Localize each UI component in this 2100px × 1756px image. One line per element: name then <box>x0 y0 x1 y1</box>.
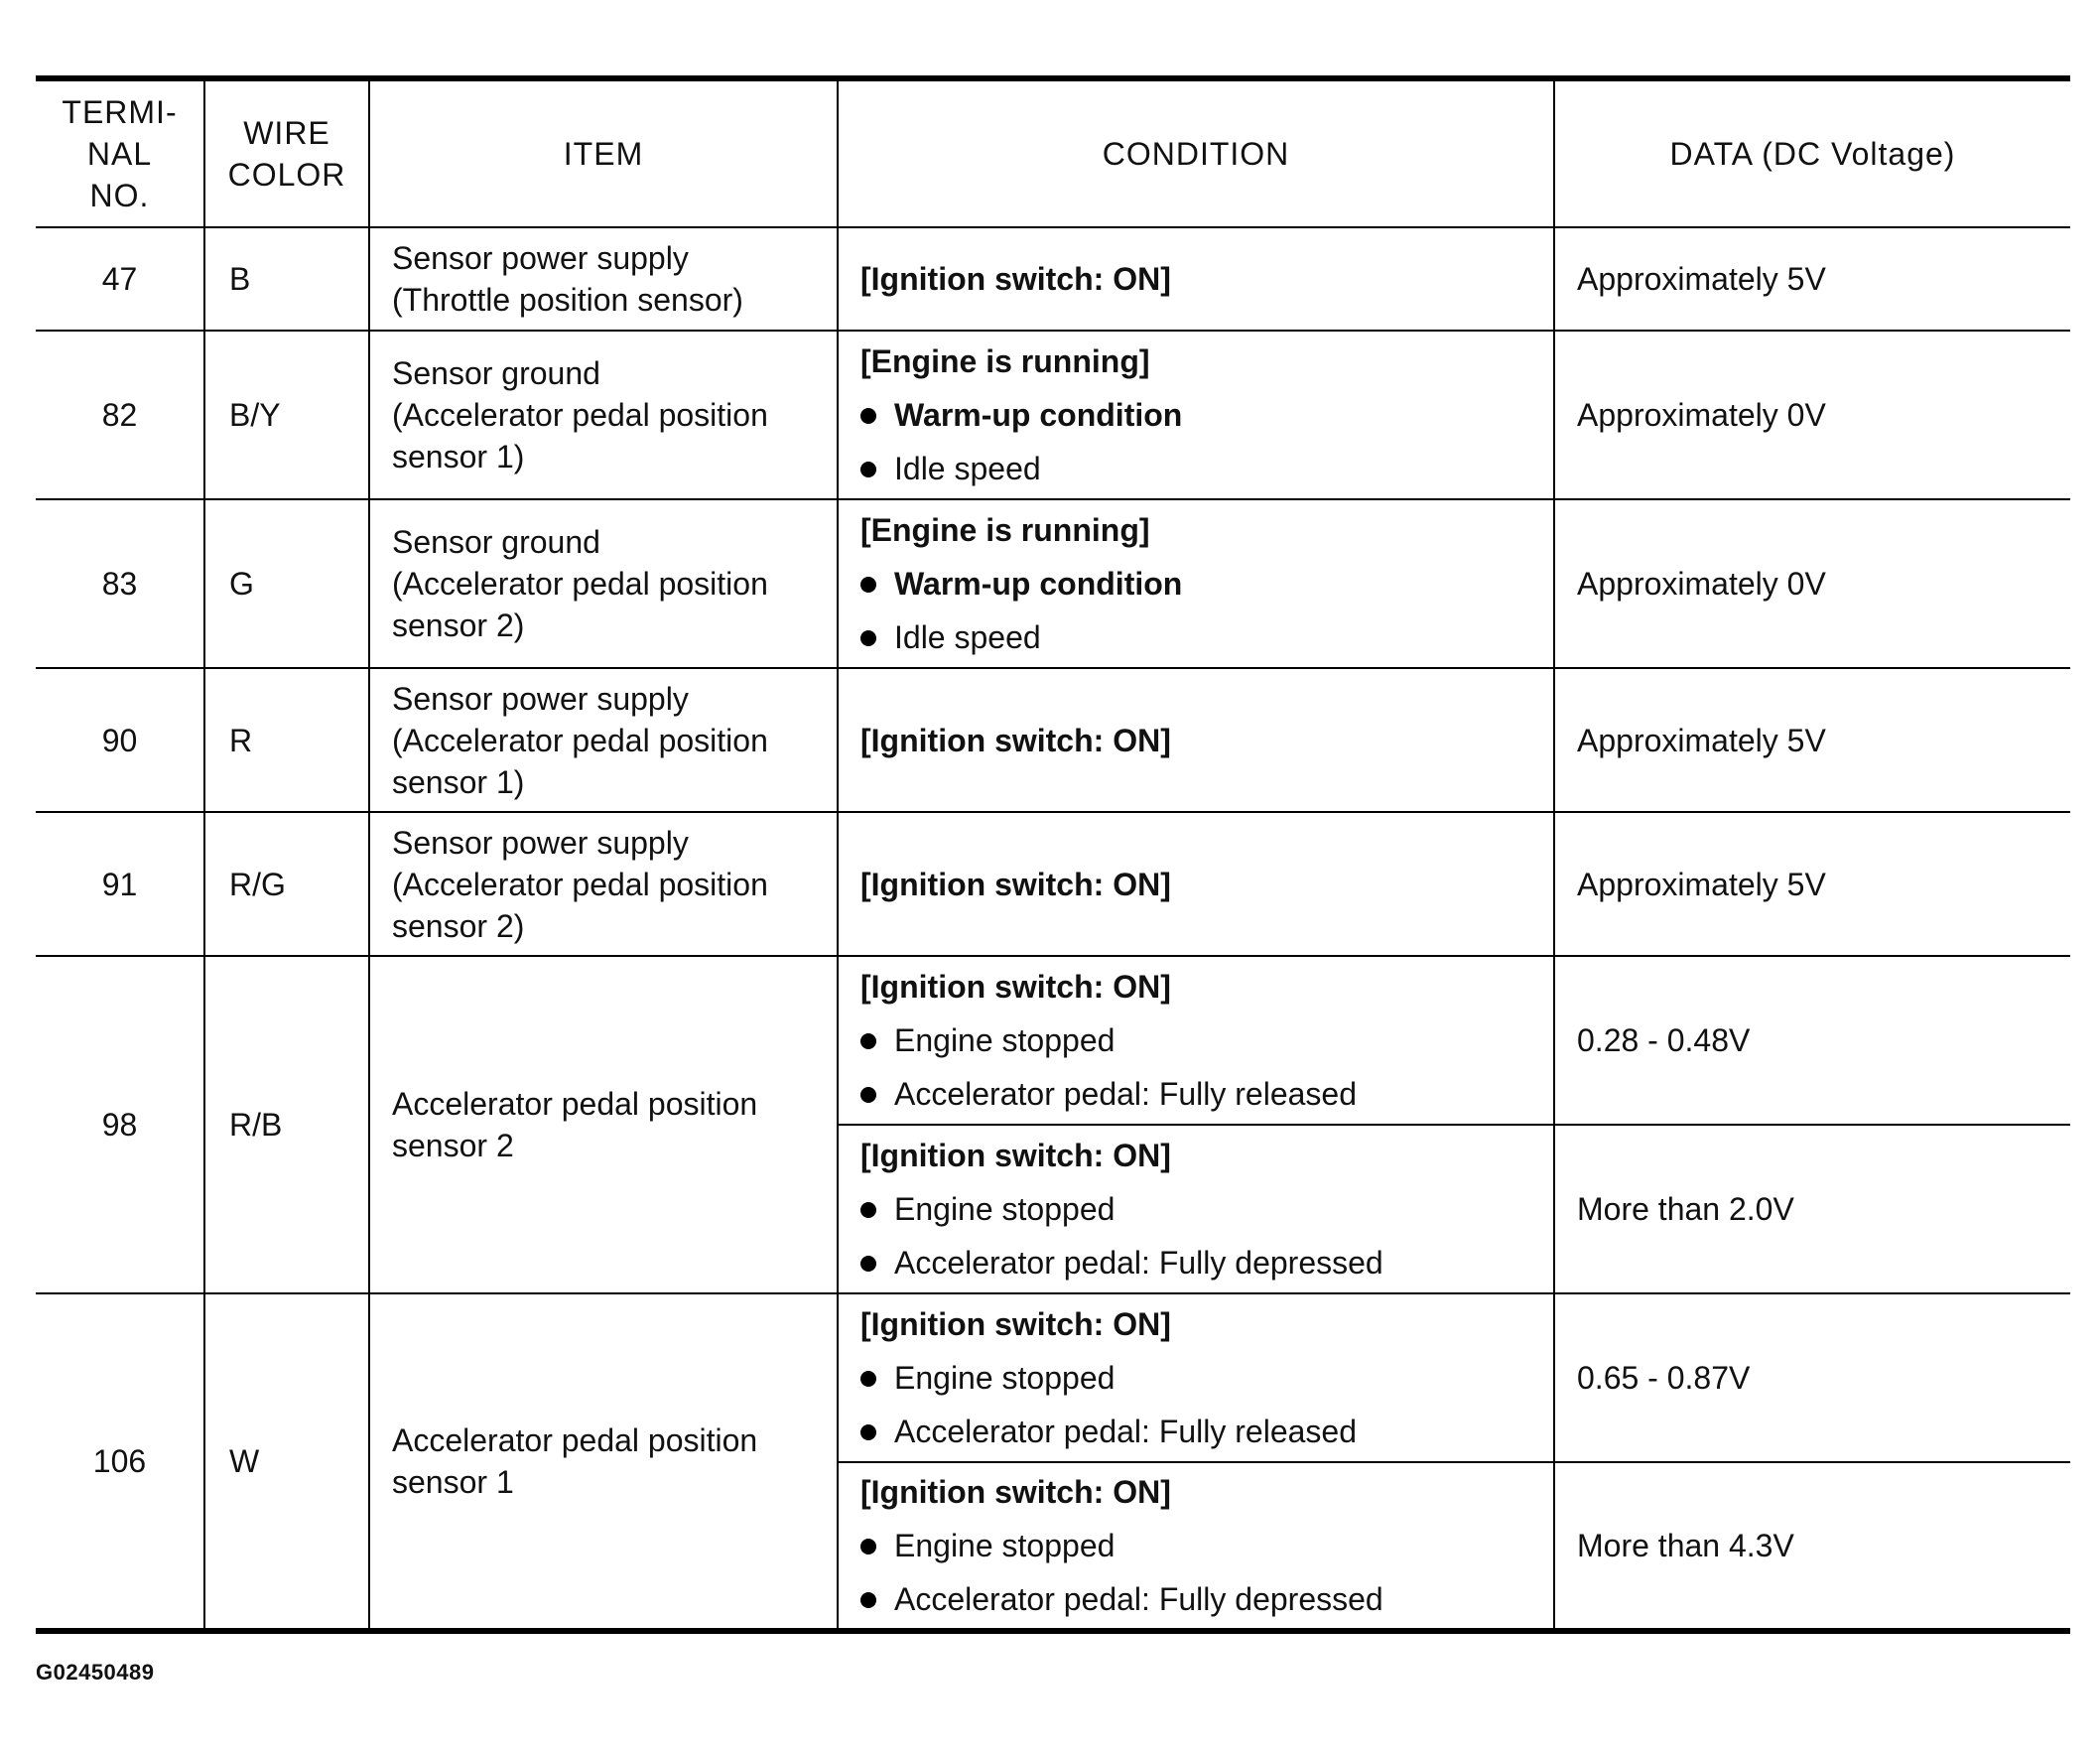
data-cell: 0.28 - 0.48V <box>1554 956 2070 1125</box>
wire-color-cell: R/B <box>204 956 369 1293</box>
condition-heading: [Ignition switch: ON] <box>860 969 1171 1005</box>
wire-color-cell: R/G <box>204 812 369 956</box>
condition-heading: [Ignition switch: ON] <box>860 722 1171 758</box>
table-row <box>36 331 2070 499</box>
data-cell: More than 4.3V <box>1554 1462 2070 1631</box>
terminal-cell: 90 <box>36 668 204 812</box>
item-cell: Accelerator pedal position sensor 2 <box>369 956 838 1293</box>
condition-bullet: Warm-up condition <box>860 388 1553 442</box>
data-cell: Approximately 5V <box>1554 812 2070 956</box>
wire-color-cell: G <box>204 499 369 668</box>
header-item: ITEM <box>369 78 838 227</box>
figure-id: G02450489 <box>36 1660 155 1685</box>
item-cell: Sensor power supply (Accelerator pedal position sensor 2) <box>369 812 838 956</box>
condition-cell <box>838 331 1554 499</box>
condition-bullet: Warm-up condition <box>860 557 1553 610</box>
table-row <box>36 499 2070 668</box>
condition-heading: [Ignition switch: ON] <box>860 1306 1171 1342</box>
condition-cell <box>838 1293 1554 1462</box>
condition-bullet: Engine stopped <box>860 1013 1553 1067</box>
condition-heading: [Engine is running] <box>860 343 1150 379</box>
bullet-icon <box>860 1539 876 1554</box>
condition-bullet: Accelerator pedal: Fully depressed <box>860 1572 1553 1626</box>
condition-heading: [Ignition switch: ON] <box>860 261 1171 297</box>
bullet-icon <box>860 1256 876 1272</box>
bullet-icon <box>860 1592 876 1608</box>
condition-cell <box>838 668 1554 812</box>
item-cell: Sensor ground (Accelerator pedal position sensor 1) <box>369 331 838 499</box>
condition-cell <box>838 812 1554 956</box>
terminal-cell: 91 <box>36 812 204 956</box>
item-cell: Sensor power supply (Accelerator pedal position sensor 1) <box>369 668 838 812</box>
condition-heading: [Ignition switch: ON] <box>860 1138 1171 1173</box>
table-row <box>36 227 2070 331</box>
item-cell: Sensor ground (Accelerator pedal position sensor 2) <box>369 499 838 668</box>
condition-bullet: Accelerator pedal: Fully depressed <box>860 1236 1553 1289</box>
condition-cell <box>838 1462 1554 1631</box>
condition-cell <box>838 499 1554 668</box>
condition-heading: [Ignition switch: ON] <box>860 1474 1171 1510</box>
condition-bullet: Engine stopped <box>860 1519 1553 1572</box>
item-cell: Accelerator pedal position sensor 1 <box>369 1293 838 1631</box>
terminal-cell: 106 <box>36 1293 204 1631</box>
bullet-icon <box>860 1033 876 1049</box>
terminal-cell: 98 <box>36 956 204 1293</box>
header-data: DATA (DC Voltage) <box>1554 78 2070 227</box>
wire-color-cell: W <box>204 1293 369 1631</box>
condition-cell <box>838 956 1554 1125</box>
header-condition: CONDITION <box>838 78 1554 227</box>
condition-heading: [Ignition switch: ON] <box>860 866 1171 902</box>
header-row <box>36 78 2070 227</box>
condition-bullet: Engine stopped <box>860 1182 1553 1236</box>
terminal-cell: 83 <box>36 499 204 668</box>
table-row <box>36 812 2070 956</box>
bullet-icon <box>860 462 876 477</box>
header-terminal: TERMI- NAL NO. <box>36 78 204 227</box>
condition-bullet: Engine stopped <box>860 1351 1553 1405</box>
table-row <box>36 1293 2070 1462</box>
condition-bullet: Accelerator pedal: Fully released <box>860 1405 1553 1458</box>
bullet-icon <box>860 1371 876 1387</box>
bullet-icon <box>860 1424 876 1440</box>
condition-cell <box>838 227 1554 331</box>
bullet-icon <box>860 1087 876 1103</box>
table-row <box>36 668 2070 812</box>
terminal-data-table <box>36 75 2070 1634</box>
condition-cell <box>838 1125 1554 1293</box>
bullet-icon <box>860 630 876 646</box>
item-cell: Sensor power supply (Throttle position sensor) <box>369 227 838 331</box>
bullet-icon <box>860 1202 876 1218</box>
condition-bullet: Idle speed <box>860 610 1553 664</box>
data-cell: Approximately 5V <box>1554 668 2070 812</box>
condition-bullet: Idle speed <box>860 442 1553 495</box>
bullet-icon <box>860 408 876 424</box>
wire-color-cell: R <box>204 668 369 812</box>
data-cell: Approximately 0V <box>1554 331 2070 499</box>
data-cell: 0.65 - 0.87V <box>1554 1293 2070 1462</box>
terminal-cell: 82 <box>36 331 204 499</box>
table-row <box>36 956 2070 1125</box>
data-cell: Approximately 5V <box>1554 227 2070 331</box>
condition-bullet: Accelerator pedal: Fully released <box>860 1067 1553 1121</box>
wire-color-cell: B/Y <box>204 331 369 499</box>
data-cell: Approximately 0V <box>1554 499 2070 668</box>
terminal-cell: 47 <box>36 227 204 331</box>
bullet-icon <box>860 577 876 593</box>
header-wire-color: WIRE COLOR <box>204 78 369 227</box>
condition-heading: [Engine is running] <box>860 512 1150 548</box>
wire-color-cell: B <box>204 227 369 331</box>
data-cell: More than 2.0V <box>1554 1125 2070 1293</box>
